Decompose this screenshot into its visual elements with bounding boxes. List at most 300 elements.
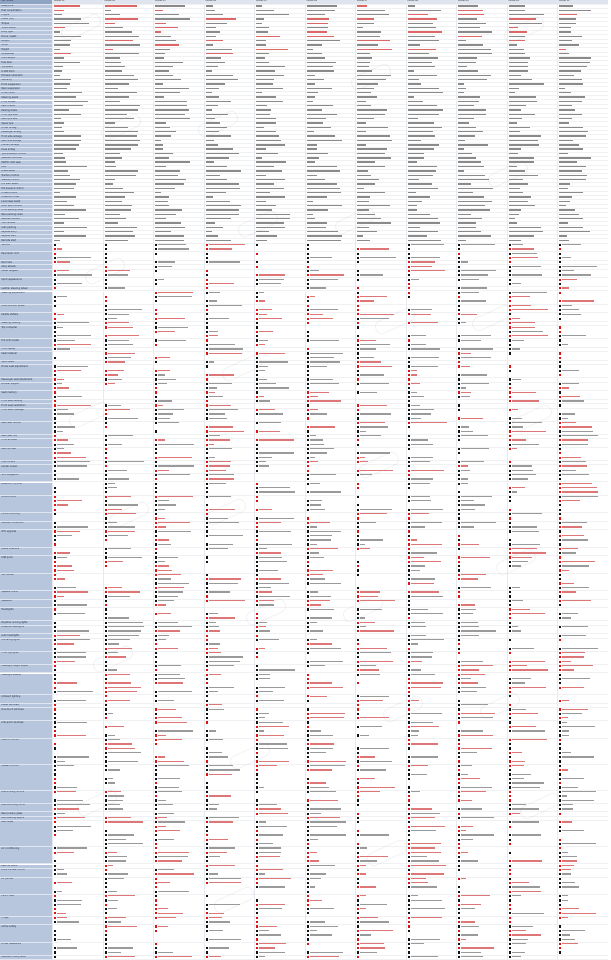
spec-cell (557, 352, 608, 361)
cell-text-glyphs (307, 131, 314, 132)
cell-text-glyphs (259, 279, 284, 280)
row-label: Hill descent control (1, 187, 24, 190)
standard-mark-icon (307, 578, 309, 580)
cell-text-glyphs (509, 114, 535, 115)
standard-mark-icon (206, 561, 208, 563)
optional-mark-icon (54, 569, 56, 571)
standard-mark-icon (408, 248, 410, 250)
standard-mark-icon (458, 435, 460, 437)
cell-text-glyphs (158, 591, 183, 592)
standard-mark-icon (408, 574, 410, 576)
cell-text-glyphs (357, 122, 366, 123)
cell-text-glyphs (54, 75, 60, 76)
row-label-cell (0, 270, 52, 279)
standard-mark-icon (155, 283, 157, 285)
cell-text-glyphs (461, 383, 489, 384)
cell-text-glyphs (360, 622, 375, 623)
cell-text-glyphs (461, 279, 479, 280)
optional-mark-icon (509, 517, 511, 519)
standard-mark-icon (408, 426, 410, 428)
spec-cell (406, 608, 457, 621)
cell-text-glyphs (360, 452, 390, 453)
optional-mark-icon (206, 339, 208, 341)
spec-cell (153, 513, 204, 522)
standard-mark-icon (408, 279, 410, 281)
cell-text-glyphs (509, 222, 517, 223)
row-label: Reverse camera (1, 217, 20, 221)
spec-cell (254, 465, 305, 474)
standard-mark-icon (408, 465, 410, 467)
standard-mark-icon (155, 504, 157, 506)
standard-mark-icon (559, 253, 561, 255)
cell-text-glyphs (357, 192, 385, 193)
cell-text-glyphs (155, 49, 170, 50)
optional-mark-icon (509, 613, 511, 615)
cell-text-glyphs (54, 114, 81, 115)
cell-text-glyphs (54, 23, 89, 24)
cell-text-glyphs (458, 148, 464, 149)
cell-text-glyphs (458, 18, 477, 19)
row-label: Front armrest (1, 439, 17, 442)
cell-text-glyphs (206, 105, 218, 106)
cell-text-glyphs (408, 44, 420, 45)
spec-cell (52, 483, 103, 496)
cell-text-glyphs (256, 209, 272, 210)
cell-text-glyphs (105, 53, 139, 54)
standard-mark-icon (105, 608, 107, 610)
standard-mark-icon (559, 530, 561, 532)
cell-text-glyphs (54, 96, 76, 97)
cell-text-glyphs (155, 53, 165, 54)
spec-cell (52, 270, 103, 279)
standard-mark-icon (559, 370, 561, 372)
standard-mark-icon (155, 270, 157, 272)
standard-mark-icon (458, 491, 460, 493)
cell-text-glyphs (158, 261, 175, 262)
spec-cell (355, 439, 406, 448)
spec-cell (557, 600, 608, 609)
standard-mark-icon (307, 535, 309, 537)
row-label: Speaker brand (1, 591, 19, 594)
optional-mark-icon (105, 457, 107, 459)
cell-text-glyphs (458, 75, 491, 76)
spec-cell (52, 448, 103, 461)
optional-mark-icon (206, 404, 208, 406)
cell-text-glyphs (411, 279, 419, 280)
cell-text-glyphs (509, 144, 539, 145)
cell-text-glyphs (155, 92, 180, 93)
spec-cell (153, 391, 204, 400)
standard-mark-icon (458, 470, 460, 472)
cell-text-glyphs (360, 435, 381, 436)
cell-text-glyphs (256, 218, 290, 219)
standard-mark-icon (206, 574, 208, 576)
cell-text-glyphs (458, 222, 476, 223)
standard-mark-icon (105, 253, 107, 255)
standard-mark-icon (206, 383, 208, 385)
optional-mark-icon (206, 391, 208, 393)
spec-cell (204, 496, 255, 513)
cell-text-glyphs (360, 630, 394, 631)
cell-text-glyphs (411, 496, 430, 497)
standard-mark-icon (256, 365, 258, 367)
cell-text-glyphs (54, 118, 61, 119)
standard-mark-icon (307, 248, 309, 250)
cell-text-glyphs (360, 600, 395, 601)
cell-text-glyphs (206, 235, 218, 236)
cell-text-glyphs (458, 5, 478, 6)
standard-mark-icon (54, 556, 56, 558)
standard-mark-icon (206, 305, 208, 307)
cell-text-glyphs (256, 5, 262, 6)
cell-text-glyphs (209, 413, 225, 414)
cell-text-glyphs (57, 531, 80, 532)
standard-mark-icon (155, 422, 157, 424)
cell-text-glyphs (158, 544, 171, 545)
standard-mark-icon (458, 522, 460, 524)
row-label-cell (0, 313, 52, 322)
spec-cell (254, 352, 305, 361)
standard-mark-icon (105, 517, 107, 519)
standard-mark-icon (206, 582, 208, 584)
cell-text-glyphs (509, 148, 521, 149)
standard-mark-icon (307, 500, 309, 502)
standard-mark-icon (155, 595, 157, 597)
cell-text-glyphs (562, 274, 591, 275)
cell-text-glyphs (158, 292, 193, 293)
row-label-cell (0, 496, 52, 513)
standard-mark-icon (54, 305, 56, 307)
cell-text-glyphs (256, 14, 289, 15)
cell-text-glyphs (559, 179, 586, 180)
optional-mark-icon (559, 387, 561, 389)
spec-cell (507, 365, 558, 378)
cell-text-glyphs (256, 101, 283, 102)
cell-text-glyphs (512, 561, 528, 562)
cell-text-glyphs (256, 92, 262, 93)
cell-text-glyphs (512, 305, 531, 306)
cell-text-glyphs (155, 83, 163, 84)
standard-mark-icon (458, 300, 460, 302)
standard-mark-icon (256, 374, 258, 376)
standard-mark-icon (155, 378, 157, 380)
optional-mark-icon (256, 313, 258, 315)
standard-mark-icon (559, 513, 561, 515)
spec-cell (204, 391, 255, 400)
spec-row (0, 326, 611, 339)
cell-text-glyphs (158, 600, 174, 601)
row-label: Height (1, 48, 9, 51)
cell-text-glyphs (209, 470, 226, 471)
row-label: Emission standard (1, 74, 23, 77)
cell-text-glyphs (57, 314, 64, 315)
standard-mark-icon (256, 283, 258, 285)
cell-text-glyphs (458, 10, 483, 11)
row-label: Passenger seat adjustment (1, 378, 33, 381)
standard-mark-icon (408, 400, 410, 402)
standard-mark-icon (559, 552, 561, 554)
spec-cell (153, 270, 204, 279)
standard-mark-icon (307, 257, 309, 259)
spec-cell (355, 352, 406, 361)
standard-mark-icon (155, 500, 157, 502)
spec-cell (204, 252, 255, 261)
cell-text-glyphs (559, 227, 583, 228)
cell-text-glyphs (54, 127, 62, 128)
cell-text-glyphs (155, 227, 185, 228)
cell-text-glyphs (310, 544, 317, 545)
cell-text-glyphs (310, 504, 321, 505)
spec-row (0, 278, 611, 287)
cell-text-glyphs (155, 75, 173, 76)
cell-text-glyphs (307, 62, 336, 63)
spec-cell (406, 252, 457, 261)
cell-text-glyphs (512, 491, 517, 492)
optional-mark-icon (206, 439, 208, 441)
cell-text-glyphs (408, 83, 421, 84)
cell-text-glyphs (310, 596, 331, 597)
standard-mark-icon (408, 457, 410, 459)
spec-cell (557, 439, 608, 448)
optional-mark-icon (54, 378, 56, 380)
cell-text-glyphs (562, 400, 584, 401)
cell-text-glyphs (206, 222, 215, 223)
cell-text-glyphs (105, 227, 137, 228)
spec-cell (557, 465, 608, 474)
spec-cell (507, 530, 558, 547)
optional-mark-icon (307, 426, 309, 428)
cell-text-glyphs (411, 314, 431, 315)
cell-text-glyphs (512, 531, 539, 532)
spec-cell (204, 483, 255, 496)
cell-text-glyphs (259, 604, 274, 605)
standard-mark-icon (155, 535, 157, 537)
optional-mark-icon (155, 574, 157, 576)
cell-text-glyphs (411, 344, 426, 345)
spec-row (0, 591, 611, 600)
cell-text-glyphs (411, 500, 431, 501)
standard-mark-icon (408, 296, 410, 298)
cell-text-glyphs (360, 361, 381, 362)
spec-cell (153, 305, 204, 314)
standard-mark-icon (307, 543, 309, 545)
cell-text-glyphs (206, 88, 219, 89)
cell-text-glyphs (411, 557, 424, 558)
cell-text-glyphs (256, 192, 270, 193)
standard-mark-icon (357, 504, 359, 506)
standard-mark-icon (509, 283, 511, 285)
cell-text-glyphs (155, 62, 183, 63)
row-label: Steering heating (1, 321, 21, 325)
optional-mark-icon (155, 517, 157, 519)
standard-mark-icon (155, 591, 157, 593)
cell-text-glyphs (259, 548, 267, 549)
optional-mark-icon (357, 422, 359, 424)
cell-text-glyphs (461, 500, 474, 501)
cell-text-glyphs (209, 522, 239, 523)
cell-text-glyphs (209, 622, 216, 623)
standard-mark-icon (357, 370, 359, 372)
spec-cell (204, 383, 255, 392)
cell-text-glyphs (105, 36, 139, 37)
standard-mark-icon (357, 326, 359, 328)
cell-text-glyphs (54, 83, 70, 84)
spec-cell (406, 391, 457, 400)
cell-text-glyphs (54, 49, 60, 50)
cell-text-glyphs (559, 44, 579, 45)
cell-text-glyphs (411, 357, 439, 358)
cell-text-glyphs (408, 201, 422, 202)
optional-mark-icon (54, 248, 56, 250)
spec-cell (355, 600, 406, 609)
standard-mark-icon (408, 613, 410, 615)
cell-text-glyphs (559, 218, 583, 219)
cell-text-glyphs (158, 439, 165, 440)
standard-mark-icon (408, 444, 410, 446)
cell-text-glyphs (259, 509, 272, 510)
standard-mark-icon (458, 426, 460, 428)
cell-text-glyphs (458, 96, 480, 97)
cell-text-glyphs (408, 231, 438, 232)
standard-mark-icon (458, 517, 460, 519)
cell-text-glyphs (259, 626, 266, 627)
optional-mark-icon (54, 452, 56, 454)
standard-mark-icon (559, 478, 561, 480)
spec-cell (355, 626, 406, 635)
row-label: 12V socket (1, 573, 14, 577)
optional-mark-icon (559, 287, 561, 289)
cell-text-glyphs (411, 261, 435, 262)
cell-text-glyphs (509, 62, 528, 63)
spec-cell (456, 626, 507, 635)
cell-text-glyphs (209, 613, 218, 614)
cell-text-glyphs (408, 235, 427, 236)
standard-mark-icon (206, 448, 208, 450)
standard-mark-icon (509, 465, 511, 467)
standard-mark-icon (105, 500, 107, 502)
spec-cell (103, 326, 154, 339)
spec-cell (103, 483, 154, 496)
standard-mark-icon (105, 348, 107, 350)
cell-text-glyphs (57, 613, 85, 614)
standard-mark-icon (509, 378, 511, 380)
cell-text-glyphs (559, 201, 570, 202)
spec-cell (52, 626, 103, 635)
cell-text-glyphs (512, 257, 538, 258)
standard-mark-icon (256, 279, 258, 281)
cell-text-glyphs (259, 600, 274, 601)
standard-mark-icon (155, 253, 157, 255)
standard-mark-icon (54, 283, 56, 285)
cell-text-glyphs (360, 413, 391, 414)
cell-text-glyphs (259, 578, 281, 579)
standard-mark-icon (54, 335, 56, 337)
cell-text-glyphs (310, 604, 321, 605)
spec-cell (406, 474, 457, 483)
cell-text-glyphs (461, 461, 484, 462)
cell-text-glyphs (408, 105, 437, 106)
optional-mark-icon (408, 543, 410, 545)
cell-text-glyphs (158, 596, 178, 597)
cell-text-glyphs (256, 53, 269, 54)
spec-cell (406, 574, 457, 591)
cell-text-glyphs (357, 62, 370, 63)
spec-cell (103, 474, 154, 483)
cell-text-glyphs (357, 40, 390, 41)
cell-text-glyphs (310, 583, 341, 584)
cell-text-glyphs (357, 114, 385, 115)
standard-mark-icon (458, 608, 460, 610)
optional-mark-icon (357, 461, 359, 463)
standard-mark-icon (458, 409, 460, 411)
spec-cell (305, 409, 356, 422)
optional-mark-icon (54, 400, 56, 402)
optional-mark-icon (307, 348, 309, 350)
standard-mark-icon (458, 526, 460, 528)
standard-mark-icon (509, 331, 511, 333)
spec-cell (406, 365, 457, 378)
cell-text-glyphs (105, 209, 131, 210)
cell-text-glyphs (461, 470, 470, 471)
cell-text-glyphs (458, 157, 476, 158)
standard-mark-icon (408, 391, 410, 393)
cell-text-glyphs (458, 88, 466, 89)
cell-text-glyphs (256, 10, 274, 11)
standard-mark-icon (307, 448, 309, 450)
standard-mark-icon (408, 257, 410, 259)
cell-text-glyphs (57, 431, 63, 432)
row-label: Rear tyre size (1, 117, 17, 121)
spec-cell (507, 626, 558, 635)
cell-text-glyphs (307, 235, 342, 236)
cell-text-glyphs (206, 201, 230, 202)
cell-text-glyphs (509, 75, 521, 76)
spec-cell (355, 522, 406, 531)
standard-mark-icon (105, 478, 107, 480)
standard-mark-icon (559, 496, 561, 498)
optional-mark-icon (307, 600, 309, 602)
cell-text-glyphs (512, 292, 547, 293)
row-label: Remote start (1, 239, 17, 242)
spec-cell (204, 474, 255, 483)
spec-cell (355, 608, 406, 621)
cell-text-glyphs (158, 604, 166, 605)
cell-text-glyphs (559, 62, 590, 63)
standard-mark-icon (408, 404, 410, 406)
standard-mark-icon (155, 409, 157, 411)
spec-cell (456, 474, 507, 483)
standard-mark-icon (155, 296, 157, 298)
standard-mark-icon (155, 396, 157, 398)
cell-text-glyphs (307, 209, 328, 210)
optional-mark-icon (54, 387, 56, 389)
spec-cell (254, 270, 305, 279)
standard-mark-icon (458, 309, 460, 311)
optional-mark-icon (54, 608, 56, 610)
standard-mark-icon (357, 543, 359, 545)
cell-text-glyphs (54, 222, 64, 223)
cell-text-glyphs (509, 88, 519, 89)
cell-text-glyphs (259, 361, 288, 362)
row-label: Roof rails (1, 261, 12, 264)
cell-text-glyphs (256, 214, 290, 215)
optional-mark-icon (408, 548, 410, 550)
spec-cell (305, 326, 356, 339)
cell-text-glyphs (256, 166, 274, 167)
cell-text-glyphs (155, 57, 164, 58)
optional-mark-icon (307, 465, 309, 467)
spec-cell (153, 244, 204, 253)
